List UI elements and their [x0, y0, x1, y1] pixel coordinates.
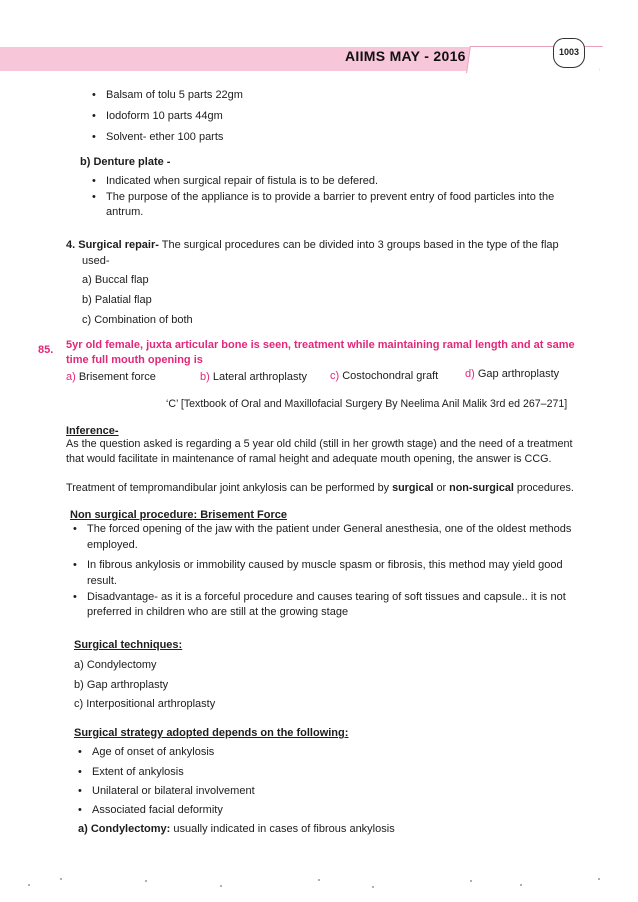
list-item-continuation: employed. [87, 539, 138, 551]
tooth-icon [553, 38, 585, 68]
list-item: • In fibrous ankylosis or immobility caused by muscle spasm or fibrosis, this method may yield good [87, 558, 607, 573]
surgical-repair-text-cont: used- [82, 255, 110, 267]
treatment-text: or [433, 482, 450, 494]
scan-speck [520, 884, 522, 886]
list-item-continuation: preferred in children who are still at the growing stage [87, 606, 349, 618]
treatment-non-surgical: non-surgical [449, 482, 514, 494]
treatment-line [66, 481, 611, 496]
treatment-text: procedures. [513, 482, 574, 494]
scan-speck [372, 886, 374, 888]
list-item-continuation: result. [87, 575, 117, 587]
question-text-line2: time full mouth opening is [66, 354, 203, 366]
scan-speck [28, 884, 30, 886]
option-item: c) Combination of both [82, 314, 193, 326]
inference-line2: that would facilitate in maintenance of ramal height and adequate mouth opening, the answer is CCG. [66, 453, 552, 465]
treatment-text: Treatment of tempromandibular joint ankylosis can be performed by [66, 482, 393, 494]
list-item: c) Interpositional arthroplasty [74, 698, 216, 710]
question-text-line1: 5yr old female, juxta articular bone is seen, treatment while maintaining ramal length and at same [66, 339, 575, 351]
option-a [66, 370, 156, 385]
option-b [200, 370, 307, 385]
list-item: a) Condylectomy [74, 659, 157, 671]
option-d [465, 367, 559, 382]
surgical-techniques-heading: Surgical techniques: [74, 639, 183, 651]
list-item: • Extent of ankylosis [92, 765, 184, 780]
header-title: AIIMS MAY - 2016 [345, 48, 466, 64]
list-item: • Associated facial deformity [92, 803, 223, 818]
list-item: • Age of onset of ankylosis [92, 745, 214, 760]
option-letter: a) [66, 371, 76, 383]
non-surgical-heading: Non surgical procedure: Brisement Force [70, 509, 287, 521]
list-item: • Iodoform 10 parts 44gm [106, 109, 223, 124]
scan-speck [220, 885, 222, 887]
scan-speck [318, 879, 320, 881]
scan-speck [60, 878, 62, 880]
list-item: • The forced opening of the jaw with the patient under General anesthesia, one of the oldest methods [87, 522, 607, 537]
option-text: Lateral arthroplasty [212, 371, 308, 383]
page-number: 1003 [558, 47, 580, 57]
option-text: Brisement force [78, 371, 156, 383]
scan-speck [145, 880, 147, 882]
denture-heading: b) Denture plate - [80, 156, 171, 168]
list-item: • Solvent- ether 100 parts [106, 130, 223, 145]
answer-reference: ‘C’ [Textbook of Oral and Maxillofacial Surgery By Neelima Anil Malik 3rd ed 267–271] [166, 398, 568, 410]
condylectomy-label: a) Condylectomy: [78, 823, 171, 835]
surgical-repair-line [66, 238, 606, 253]
option-text: Gap arthroplasty [477, 368, 560, 380]
option-item: b) Palatial flap [82, 294, 152, 306]
condylectomy-text: usually indicated in cases of fibrous ankylosis [170, 823, 395, 835]
list-item: • Balsam of tolu 5 parts 22gm [106, 88, 243, 103]
list-item: b) Gap arthroplasty [74, 679, 169, 691]
list-item: • The purpose of the appliance is to provide a barrier to prevent entry of food particles into the [106, 190, 554, 205]
option-text: Costochondral graft [342, 370, 439, 382]
inference-line1: As the question asked is regarding a 5 year old child (still in her growth stage) and the need of a treatment [66, 438, 573, 450]
option-letter: b) [200, 371, 210, 383]
option-c [330, 369, 438, 384]
scan-speck [598, 878, 600, 880]
surgical-repair-label: 4. Surgical repair- [66, 239, 159, 251]
option-item: a) Buccal flap [82, 274, 149, 286]
list-item: • Indicated when surgical repair of fistula is to be defered. [106, 174, 378, 189]
list-item: • Disadvantage- as it is a forceful procedure and causes tearing of soft tissues and capsule.. it is not [87, 590, 607, 605]
strategy-heading: Surgical strategy adopted depends on the following: [74, 727, 349, 739]
list-item: • Unilateral or bilateral involvement [92, 784, 255, 799]
list-item-continuation: antrum. [106, 206, 144, 218]
scan-speck [470, 880, 472, 882]
option-letter: d) [465, 368, 475, 380]
option-letter: c) [330, 370, 340, 382]
treatment-surgical: surgical [392, 482, 434, 494]
inference-heading: Inference- [66, 425, 119, 437]
condylectomy-line [78, 822, 395, 837]
question-number: 85. [38, 344, 54, 356]
surgical-repair-text: The surgical procedures can be divided into 3 groups based in the type of the flap [161, 239, 559, 251]
